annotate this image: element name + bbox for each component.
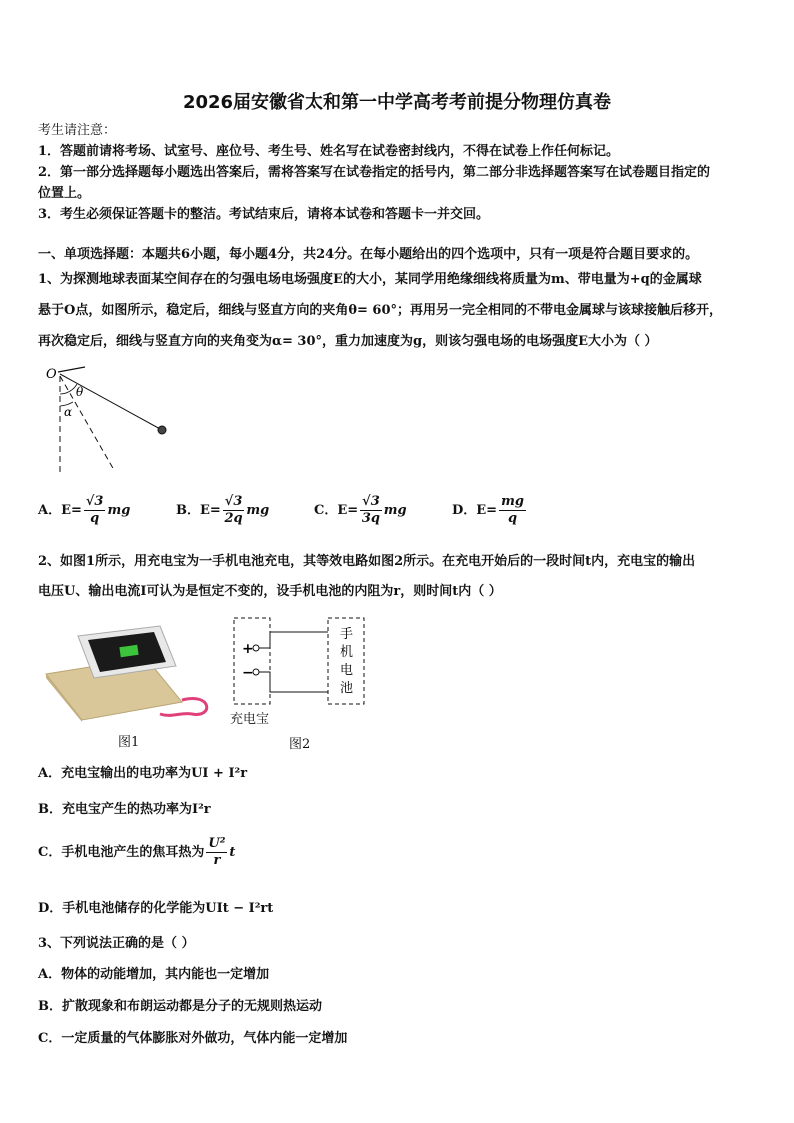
notice-head: 考生请注意： xyxy=(38,123,117,138)
notice-item-2-cont: 位置上。 xyxy=(38,186,91,201)
notice-item-1: 1．答题前请将考场、试室号、座位号、考生号、姓名写在试卷密封线内，不得在试卷上作任何标记。 xyxy=(38,144,620,159)
powerbank-label: 充电宝 xyxy=(230,712,270,727)
powerbank-box xyxy=(234,618,270,704)
q3-option-a[interactable]: A．物体的动能增加，其内能也一定增加 xyxy=(38,967,270,982)
q2-option-b[interactable]: B．充电宝产生的热功率为I²r xyxy=(38,802,211,817)
battery-label-2: 机 xyxy=(340,645,354,660)
battery-label-1: 手 xyxy=(340,627,354,642)
minus-terminal: − xyxy=(242,665,254,681)
fig2-caption: 图2 xyxy=(289,737,311,752)
q1-option-c[interactable]: C．E= $\frac{√3}{3q}$ mg xyxy=(314,494,407,526)
q1-option-d[interactable]: D．E= $\frac{mg}{q}$ xyxy=(452,494,524,526)
q1-line-1: 1、为探测地球表面某空间存在的匀强电场电场强度E的大小，某同学用绝缘细线将质量为m、带电量为+q的金属球 xyxy=(38,272,702,287)
q2-line-2: 电压U、输出电流I可认为是恒定不变的，设手机电池的内阻为r，则时间t内（ ） xyxy=(38,584,502,599)
q3-option-c[interactable]: C．一定质量的气体膨胀对外做功，气体内能一定增加 xyxy=(38,1031,348,1046)
pendulum-figure xyxy=(40,364,180,480)
q2-option-a[interactable]: A．充电宝输出的电功率为UI + I²r xyxy=(38,766,248,781)
notice-item-3: 3．考生必须保证答题卡的整洁。考试结束后，请将本试卷和答题卡一并交回。 xyxy=(38,207,490,222)
powerbank-phone-photo xyxy=(42,622,214,722)
battery-label-4: 池 xyxy=(340,681,354,696)
q3-stem: 3、下列说法正确的是（ ） xyxy=(38,936,195,951)
plus-terminal: + xyxy=(242,641,254,657)
section-heading: 一、单项选择题：本题共6小题，每小题4分，共24分。在每小题给出的四个选项中，只有一项是符合题目要求的。 xyxy=(38,247,699,262)
label-o: O xyxy=(46,367,57,382)
q2-line-1: 2、如图1所示，用充电宝为一手机电池充电，其等效电路如图2所示。在充电开始后的一段时间t内，充电宝的输出 xyxy=(38,554,696,569)
fig1-caption: 图1 xyxy=(118,735,140,750)
q2-option-c[interactable]: C．手机电池产生的焦耳热为 $\frac{\text{U²}}{r}$ t xyxy=(38,836,236,868)
q1-option-b[interactable]: B．E= $\frac{√3}{2q}$ mg xyxy=(176,494,270,526)
q1-line-3: 再次稳定后，细线与竖直方向的夹角变为α= 30°，重力加速度为g，则该匀强电场的电场强度E大小为（ ） xyxy=(38,334,658,349)
q2-option-d[interactable]: D．手机电池储存的化学能为UIt − I²rt xyxy=(38,901,274,916)
q1-option-a[interactable]: A．E= $\frac{√3}{q}$ mg xyxy=(38,494,131,526)
page-title: 2026届安徽省太和第一中学高考考前提分物理仿真卷 xyxy=(182,92,612,113)
battery-label-3: 电 xyxy=(340,663,354,678)
label-theta: θ xyxy=(76,385,84,399)
equivalent-circuit xyxy=(226,612,376,710)
label-alpha: α xyxy=(64,405,73,419)
q1-line-2: 悬于O点，如图所示，稳定后，细线与竖直方向的夹角θ= 60°；再用另一完全相同的不带电金属球与该球接触后移开， xyxy=(38,303,723,318)
metal-ball xyxy=(158,426,166,434)
q3-option-b[interactable]: B．扩散现象和布朗运动都是分子的无规则热运动 xyxy=(38,999,322,1014)
notice-item-2: 2．第一部分选择题每小题选出答案后，需将答案写在试卷指定的括号内，第二部分非选择题答案写在试卷题目指定的 xyxy=(38,165,711,180)
